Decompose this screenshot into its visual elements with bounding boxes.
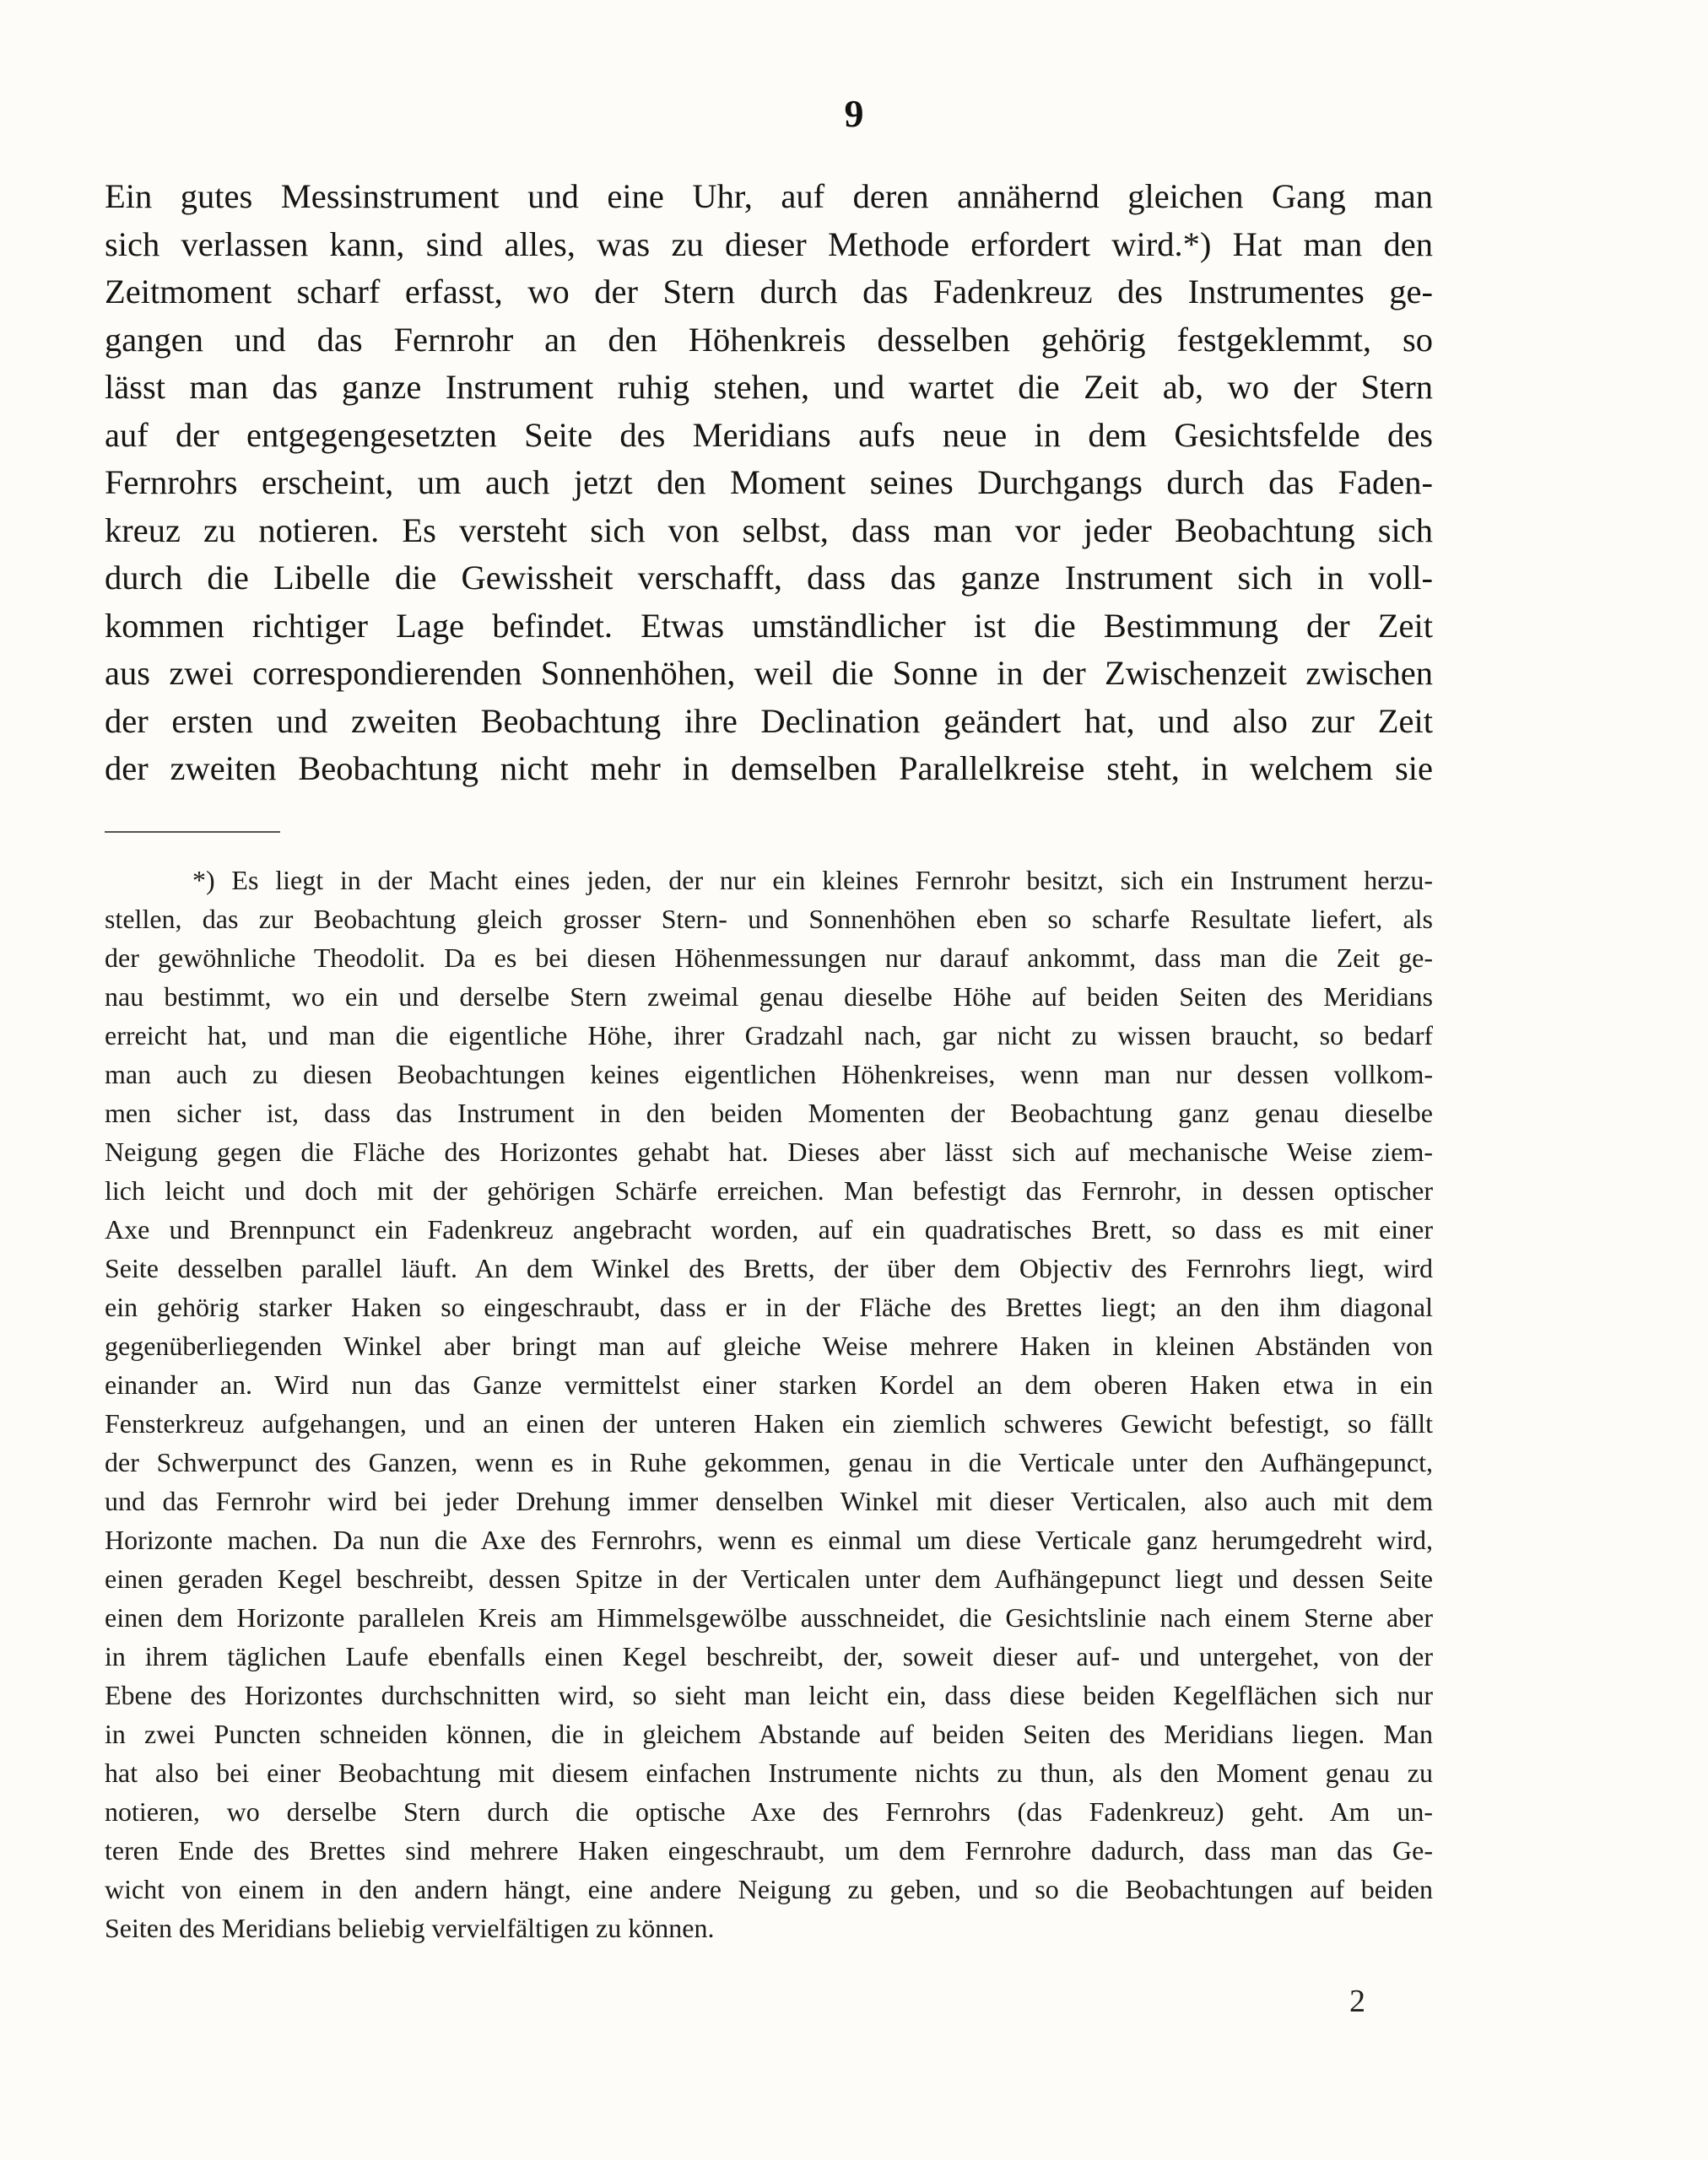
footnote-line: men sicher ist, dass das Instrument in den beiden Momenten der Beobachtung ganz genau dieselbe [105,1098,1433,1128]
footnote-line: und das Fernrohr wird bei jeder Drehung immer denselben Winkel mit dieser Verticalen, also auch mit dem [105,1486,1433,1516]
footnote-line: stellen, das zur Beobachtung gleich grosser Stern- und Sonnenhöhen eben so scharfe Resultate liefert, als [105,904,1433,934]
footnote-line: Seiten des Meridians beliebig vervielfältigen zu können. [105,1913,715,1943]
footnote-line: gegenüberliegenden Winkel aber bringt man auf gleiche Weise mehrere Haken in kleinen Abständen von [105,1331,1433,1361]
body-line: der zweiten Beobachtung nicht mehr in demselben Parallelkreise steht, in welchem sie [105,749,1433,787]
footnote-line: man auch zu diesen Beobachtungen keines eigentlichen Höhenkreises, wenn man nur dessen vollkom- [105,1059,1433,1089]
footnote-line: nau bestimmt, wo ein und derselbe Stern zweimal genau dieselbe Höhe auf beiden Seiten des Meridians [105,981,1433,1012]
footnote-line: lich leicht und doch mit der gehörigen Schärfe erreichen. Man befestigt das Fernrohr, in dessen optischer [105,1175,1433,1206]
body-line: aus zwei correspondierenden Sonnenhöhen, weil die Sonne in der Zwischenzeit zwischen [105,654,1433,692]
footnote-line: einen geraden Kegel beschreibt, dessen Spitze in der Verticalen unter dem Aufhängepunct liegt und dessen Seite [105,1563,1433,1594]
footnote-line: teren Ende des Brettes sind mehrere Haken eingeschraubt, um dem Fernrohre dadurch, dass man das Ge- [105,1835,1433,1866]
body-line: Ein gutes Messinstrument und eine Uhr, auf deren annähernd gleichen Gang man [105,177,1433,215]
body-line: kreuz zu notieren. Es versteht sich von selbst, dass man vor jeder Beobachtung sich [105,510,1433,549]
footnote-line: erreicht hat, und man die eigentliche Höhe, ihrer Gradzahl nach, gar nicht zu wissen braucht, so bedarf [105,1020,1433,1050]
footnote-line: Ebene des Horizontes durchschnitten wird, so sieht man leicht ein, dass diese beiden Kegelflächen sich nur [105,1680,1433,1710]
body-line: der ersten und zweiten Beobachtung ihre Declination geändert hat, und also zur Zeit [105,701,1433,740]
footnote-line: Neigung gegen die Fläche des Horizontes gehabt hat. Dieses aber lässt sich auf mechanische Weise ziem- [105,1137,1433,1167]
footnote-line: hat also bei einer Beobachtung mit diesem einfachen Instrumente nichts zu thun, als den Moment genau zu [105,1758,1433,1788]
body-line: auf der entgegengesetzten Seite des Meridians aufs neue in dem Gesichtsfelde des [105,415,1433,454]
footnote-line: ein gehörig starker Haken so eingeschraubt, dass er in der Fläche des Brettes liegt; an den ihm diagonal [105,1292,1433,1322]
body-line: Zeitmoment scharf erfasst, wo der Stern durch das Fadenkreuz des Instrumentes ge- [105,273,1433,310]
footnote-line: Seite desselben parallel läuft. An dem Winkel des Bretts, der über dem Objectiv des Fernrohrs liegt, wird [105,1253,1433,1283]
footnote-line: *) Es liegt in der Macht eines jeden, der nur ein kleines Fernrohr besitzt, sich ein Instrument herzu- [192,865,1433,895]
body-line: Fernrohrs erscheint, um auch jetzt den Moment seines Durchgangs durch das Faden- [105,463,1433,501]
body-line: sich verlassen kann, sind alles, was zu dieser Methode erfordert wird.*) Hat man den [105,224,1433,263]
footnote-line: einander an. Wird nun das Ganze vermittelst einer starken Kordel an dem oberen Haken etwa in ein [105,1369,1433,1400]
main-paragraph [105,173,1433,793]
body-line: lässt man das ganze Instrument ruhig stehen, und wartet die Zeit ab, wo der Stern [105,368,1433,406]
footnote-line: der Schwerpunct des Ganzen, wenn es in Ruhe gekommen, genau in die Verticale unter den Aufhängepunct, [105,1447,1433,1477]
footnote-line: in ihrem täglichen Laufe ebenfalls einen Kegel beschreibt, der, soweit dieser auf- und untergehet, von der [105,1641,1433,1671]
footnote-line: Axe und Brennpunct ein Fadenkreuz angebracht worden, auf ein quadratisches Brett, so dass es mit einer [105,1214,1433,1245]
footnote-line: Horizonte machen. Da nun die Axe des Fernrohrs, wenn es einmal um diese Verticale ganz herumgedreht wird, [105,1525,1433,1555]
footnote [105,861,1433,1947]
body-line: gangen und das Fernrohr an den Höhenkreis desselben gehörig festgeklemmt, so [105,320,1433,359]
footnote-line: Fensterkreuz aufgehangen, und an einen der unteren Haken ein ziemlich schweres Gewicht befestigt, so fällt [105,1408,1433,1439]
footnote-line: in zwei Puncten schneiden können, die in gleichem Abstande auf beiden Seiten des Meridians liegen. Man [105,1719,1433,1749]
body-line: kommen richtiger Lage befindet. Etwas umständlicher ist die Bestimmung der Zeit [105,606,1433,645]
footnote-line: einen dem Horizonte parallelen Kreis am Himmelsgewölbe ausschneidet, die Gesichtslinie nach einem Sterne aber [105,1602,1433,1633]
page-number: 9 [844,92,864,135]
signature-mark: 2 [1349,1984,1365,2019]
footnote-line: wicht von einem in den andern hängt, eine andere Neigung zu geben, und so die Beobachtungen auf beiden [105,1874,1433,1904]
body-line: durch die Libelle die Gewissheit verschafft, dass das ganze Instrument sich in voll- [105,559,1433,597]
footnote-separator [105,831,280,833]
footnote-line: notieren, wo derselbe Stern durch die optische Axe des Fernrohrs (das Fadenkreuz) geht. Am un- [105,1796,1433,1827]
footnote-line: der gewöhnliche Theodolit. Da es bei diesen Höhenmessungen nur darauf ankommt, dass man die Zeit ge- [105,942,1433,973]
